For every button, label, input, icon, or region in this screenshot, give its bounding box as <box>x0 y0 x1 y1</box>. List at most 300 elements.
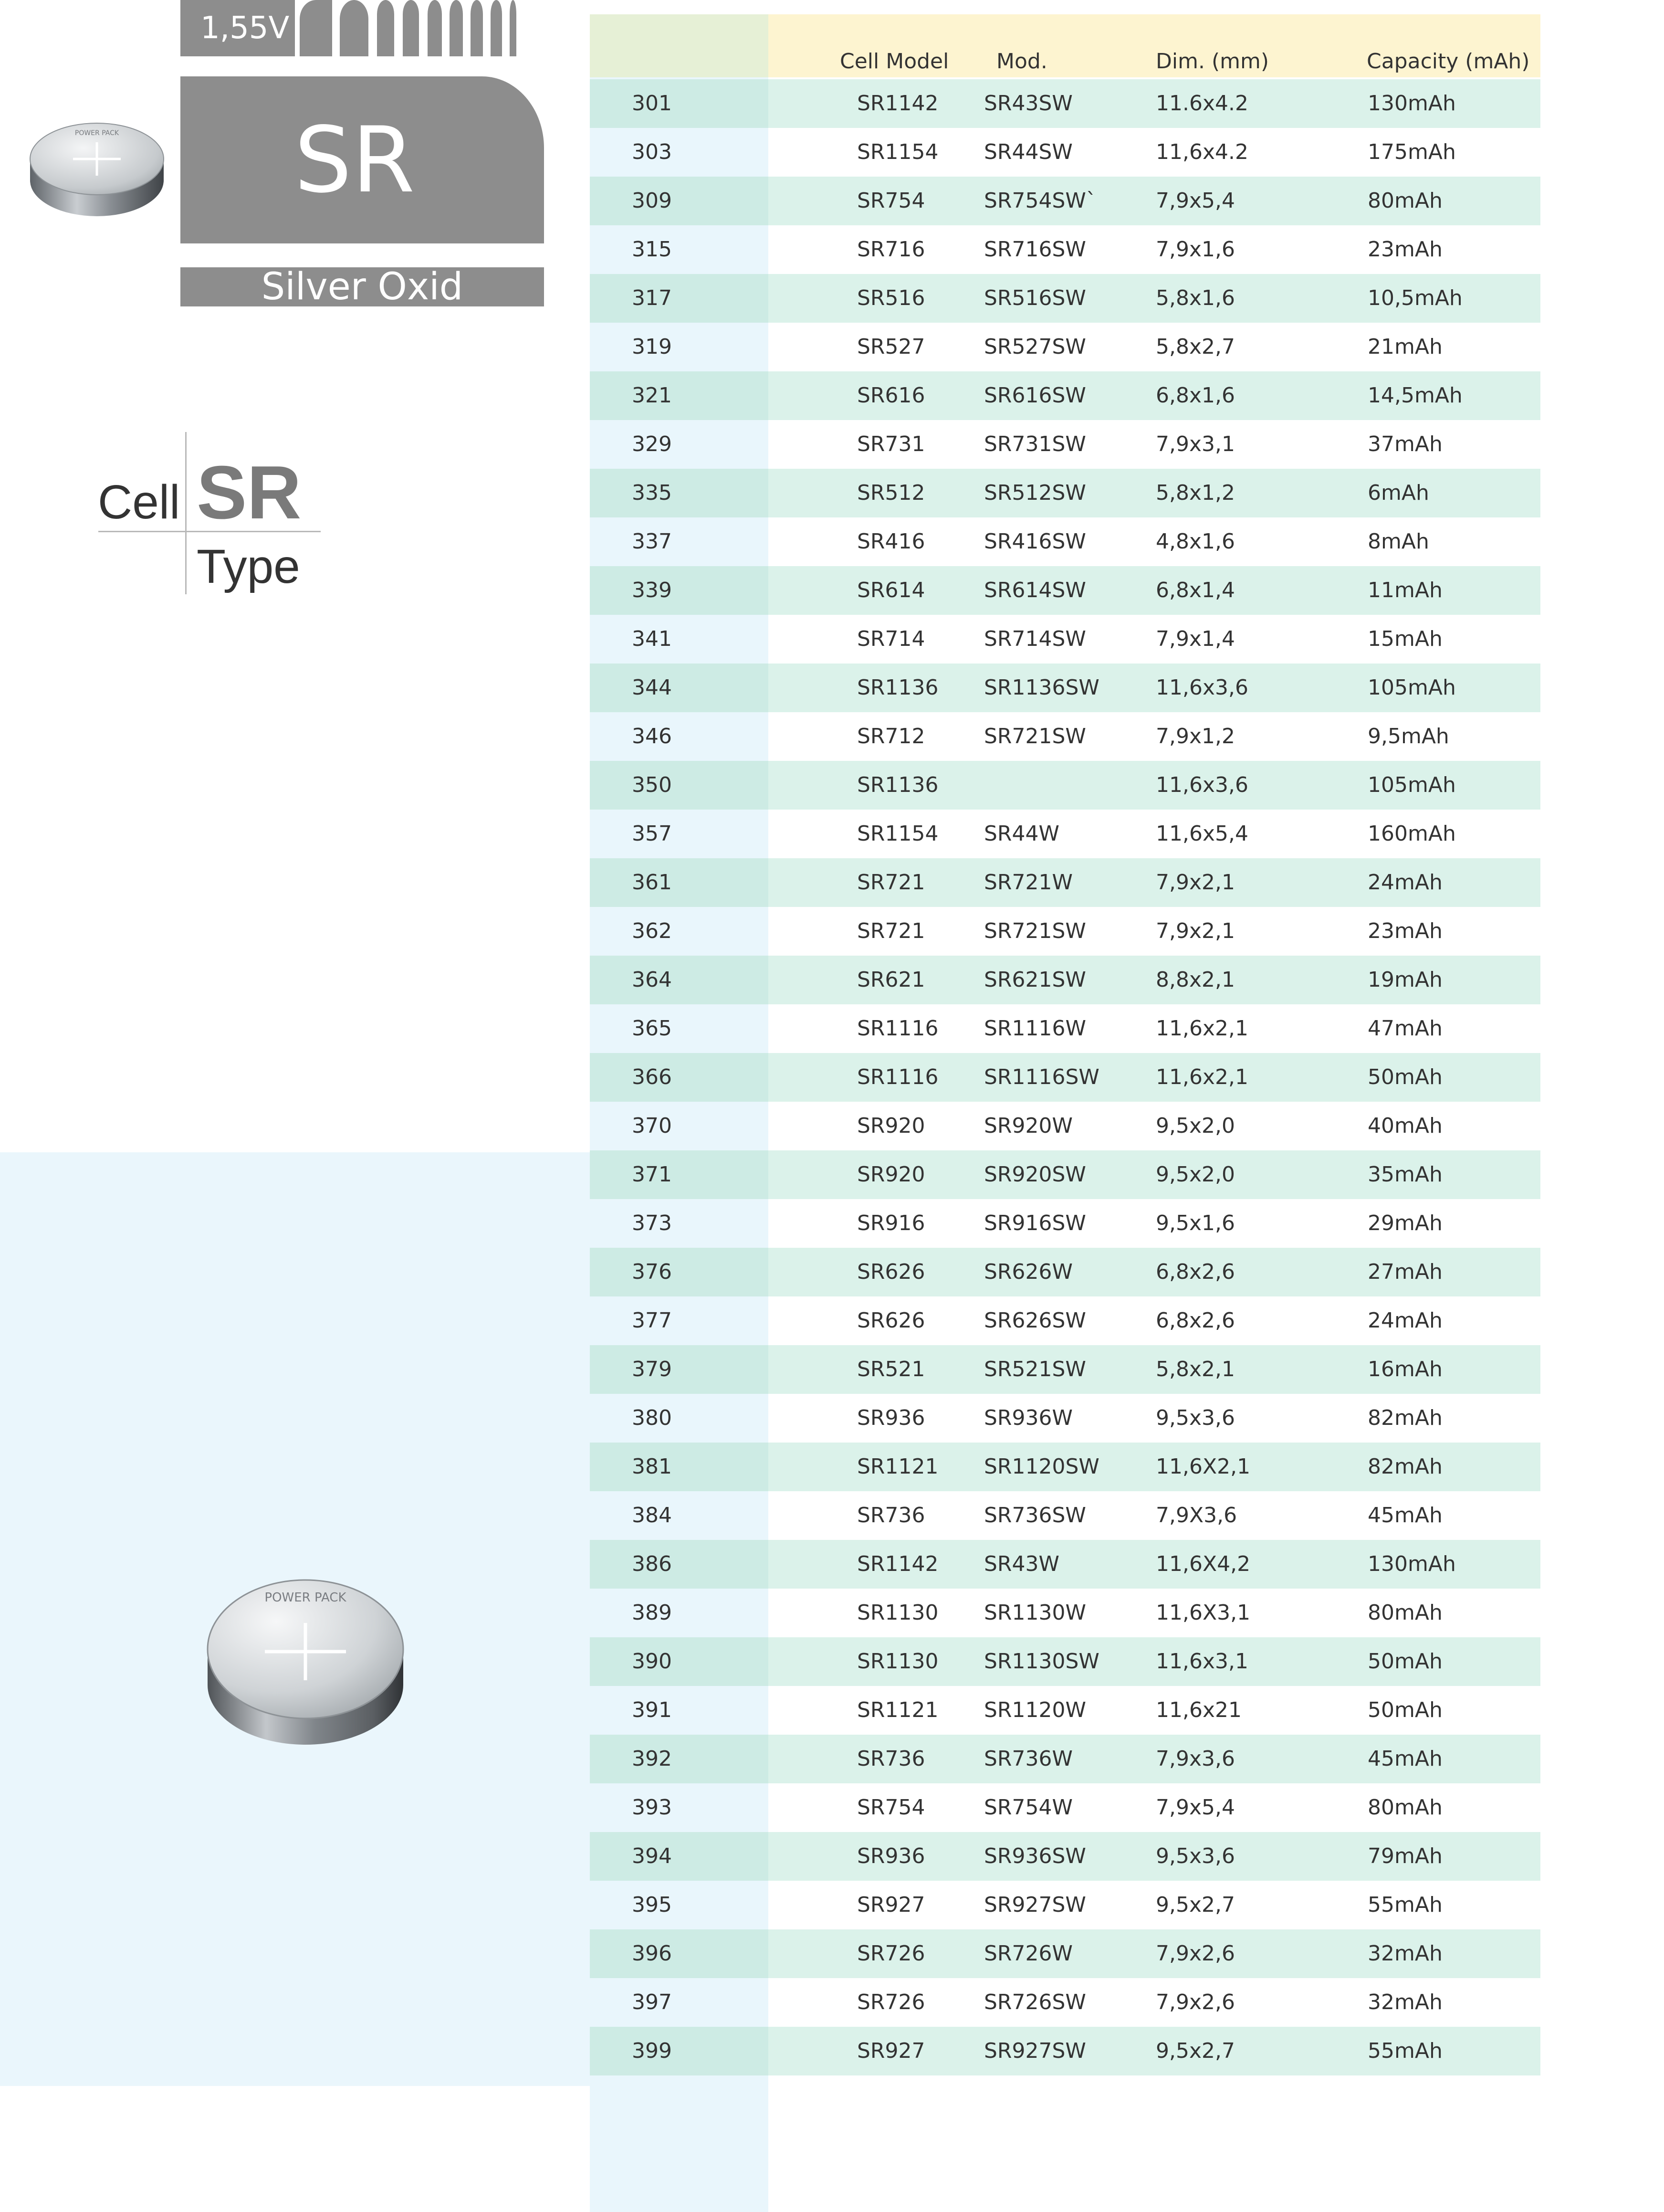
table-row <box>590 517 1540 566</box>
capacity: 29mAh <box>1368 1211 1443 1235</box>
row-number: 317 <box>632 286 672 310</box>
dimension: 7,9x5,4 <box>1156 189 1235 213</box>
dimension: 5,8x2,7 <box>1156 335 1235 359</box>
table-row <box>590 664 1540 712</box>
dimension: 11,6x2,1 <box>1156 1016 1248 1041</box>
row-band-first <box>590 2027 768 2075</box>
capacity: 105mAh <box>1368 773 1456 797</box>
mod-code: SR714SW <box>984 627 1086 651</box>
mod-code: SR731SW <box>984 432 1086 456</box>
capacity: 130mAh <box>1368 91 1456 116</box>
dimension: 7,9x2,1 <box>1156 919 1235 943</box>
dimension: 7,9x1,4 <box>1156 627 1235 651</box>
dimension: 4,8x1,6 <box>1156 529 1235 554</box>
mod-code: SR1116SW <box>984 1065 1099 1089</box>
decorative-stripe <box>491 0 502 56</box>
row-number: 396 <box>632 1941 672 1966</box>
table-row <box>590 1540 1540 1589</box>
row-band-first <box>590 79 768 128</box>
table-row <box>590 79 1540 128</box>
row-band-first <box>590 420 768 469</box>
mod-code: SR512SW <box>984 481 1086 505</box>
capacity: 23mAh <box>1368 919 1443 943</box>
mod-code: SR621SW <box>984 968 1086 992</box>
row-band-first <box>590 1150 768 1199</box>
row-band-first <box>590 761 768 810</box>
row-number: 365 <box>632 1016 672 1041</box>
decorative-stripe <box>471 0 483 56</box>
mod-code: SR726W <box>984 1941 1073 1966</box>
capacity: 23mAh <box>1368 237 1443 262</box>
row-band-first <box>590 1929 768 1978</box>
capacity: 55mAh <box>1368 1893 1443 1917</box>
table-row <box>590 1491 1540 1540</box>
row-number: 344 <box>632 675 672 700</box>
mod-code: SR736SW <box>984 1503 1086 1527</box>
table-row <box>590 1783 1540 1832</box>
cell-model: SR1154 <box>857 140 939 164</box>
mod-code: SR43W <box>984 1552 1059 1576</box>
cell-model: SR736 <box>857 1747 925 1771</box>
decorative-stripe <box>300 0 332 56</box>
mod-code: SR721W <box>984 870 1073 895</box>
mod-code: SR754SW` <box>984 189 1097 213</box>
row-band-first <box>590 371 768 420</box>
row-band-first <box>590 907 768 956</box>
row-band-first <box>590 858 768 907</box>
capacity: 82mAh <box>1368 1406 1443 1430</box>
mod-code: SR916SW <box>984 1211 1086 1235</box>
cell-model: SR936 <box>857 1406 925 1430</box>
mod-code: SR1120W <box>984 1698 1086 1722</box>
cell-model: SR731 <box>857 432 925 456</box>
cell-model: SR726 <box>857 1990 925 2014</box>
table-row <box>590 2027 1540 2075</box>
mod-code: SR1116W <box>984 1016 1086 1041</box>
cell-model: SR621 <box>857 968 925 992</box>
row-band-first <box>590 1394 768 1443</box>
column-header: Mod. <box>996 49 1047 74</box>
cell-model: SR1130 <box>857 1601 939 1625</box>
mod-code: SR726SW <box>984 1990 1086 2014</box>
row-band-first <box>590 956 768 1004</box>
emblem-cell: Cell <box>98 475 180 529</box>
row-band-first <box>590 1686 768 1735</box>
table-row <box>590 323 1540 371</box>
row-band-first <box>590 274 768 323</box>
row-band-first <box>590 615 768 664</box>
cell-model: SR712 <box>857 724 925 748</box>
capacity: 82mAh <box>1368 1454 1443 1479</box>
cell-model: SR527 <box>857 335 925 359</box>
capacity: 40mAh <box>1368 1114 1443 1138</box>
table-row <box>590 1004 1540 1053</box>
dimension: 11.6x4.2 <box>1156 91 1248 116</box>
row-band-first <box>590 177 768 225</box>
row-number: 376 <box>632 1260 672 1284</box>
row-band-first <box>590 1881 768 1929</box>
cell-model: SR1116 <box>857 1065 939 1089</box>
row-number: 339 <box>632 578 672 602</box>
capacity: 6mAh <box>1368 481 1429 505</box>
row-number: 315 <box>632 237 672 262</box>
capacity: 55mAh <box>1368 2039 1443 2063</box>
mod-code: SR527SW <box>984 335 1086 359</box>
mod-code: SR721SW <box>984 919 1086 943</box>
column-header: Dim. (mm) <box>1156 49 1269 74</box>
mod-code: SR721SW <box>984 724 1086 748</box>
row-band-first <box>590 1345 768 1394</box>
row-number: 380 <box>632 1406 672 1430</box>
row-number: 371 <box>632 1162 672 1187</box>
row-number: 319 <box>632 335 672 359</box>
mod-code: SR44W <box>984 822 1059 846</box>
row-band-first <box>590 517 768 566</box>
row-number: 341 <box>632 627 672 651</box>
dimension: 7,9x3,1 <box>1156 432 1235 456</box>
capacity: 160mAh <box>1368 822 1456 846</box>
row-number: 370 <box>632 1114 672 1138</box>
dimension: 7,9x2,1 <box>1156 870 1235 895</box>
capacity: 9,5mAh <box>1368 724 1449 748</box>
table-row <box>590 1929 1540 1978</box>
capacity: 21mAh <box>1368 335 1443 359</box>
dimension: 8,8x2,1 <box>1156 968 1235 992</box>
cell-model: SR920 <box>857 1162 925 1187</box>
row-band-first <box>590 128 768 177</box>
row-number: 335 <box>632 481 672 505</box>
capacity: 35mAh <box>1368 1162 1443 1187</box>
cell-model: SR721 <box>857 919 925 943</box>
row-number: 391 <box>632 1698 672 1722</box>
dimension: 6,8x2,6 <box>1156 1260 1235 1284</box>
table-row <box>590 1978 1540 2027</box>
cell-model: SR616 <box>857 383 925 408</box>
table-row <box>590 1102 1540 1150</box>
emblem-code: SR <box>197 451 302 535</box>
mod-code: SR416SW <box>984 529 1086 554</box>
dimension: 11,6x3,6 <box>1156 675 1248 700</box>
emblem-divider-vertical <box>185 432 187 594</box>
dimension: 9,5x2,7 <box>1156 2039 1235 2063</box>
table-row <box>590 956 1540 1004</box>
dimension: 9,5x2,7 <box>1156 1893 1235 1917</box>
cell-model: SR626 <box>857 1260 925 1284</box>
dimension: 11,6x2,1 <box>1156 1065 1248 1089</box>
mod-code: SR616SW <box>984 383 1086 408</box>
row-number: 377 <box>632 1308 672 1333</box>
table-row <box>590 1589 1540 1637</box>
mod-code: SR1130W <box>984 1601 1086 1625</box>
capacity: 80mAh <box>1368 1601 1443 1625</box>
dimension: 7,9x1,6 <box>1156 237 1235 262</box>
row-number: 395 <box>632 1893 672 1917</box>
cell-model: SR916 <box>857 1211 925 1235</box>
dimension: 9,5x3,6 <box>1156 1844 1235 1868</box>
row-number: 337 <box>632 529 672 554</box>
capacity: 10,5mAh <box>1368 286 1463 310</box>
row-number: 321 <box>632 383 672 408</box>
mod-code: SR626W <box>984 1260 1073 1284</box>
mod-code: SR920SW <box>984 1162 1086 1187</box>
capacity: 50mAh <box>1368 1065 1443 1089</box>
mod-code: SR614SW <box>984 578 1086 602</box>
cell-model: SR927 <box>857 2039 925 2063</box>
dimension: 5,8x1,6 <box>1156 286 1235 310</box>
cell-model: SR512 <box>857 481 925 505</box>
row-number: 381 <box>632 1454 672 1479</box>
capacity: 8mAh <box>1368 529 1429 554</box>
row-number: 386 <box>632 1552 672 1576</box>
row-band-first <box>590 810 768 858</box>
dimension: 11,6x4.2 <box>1156 140 1248 164</box>
decorative-stripe <box>428 0 442 56</box>
row-number: 384 <box>632 1503 672 1527</box>
dimension: 7,9x2,6 <box>1156 1990 1235 2014</box>
dimension: 11,6X3,1 <box>1156 1601 1251 1625</box>
dimension: 11,6x5,4 <box>1156 822 1248 846</box>
table-row <box>590 858 1540 907</box>
row-band-first <box>590 1589 768 1637</box>
cell-model: SR1142 <box>857 1552 939 1576</box>
table-row <box>590 1296 1540 1345</box>
mod-code: SR920W <box>984 1114 1073 1138</box>
row-number: 357 <box>632 822 672 846</box>
row-band-first <box>590 469 768 517</box>
table-row <box>590 225 1540 274</box>
mod-code: SR43SW <box>984 91 1073 116</box>
capacity: 19mAh <box>1368 968 1443 992</box>
row-number: 393 <box>632 1795 672 1820</box>
decorative-stripe <box>510 0 516 56</box>
cell-model: SR936 <box>857 1844 925 1868</box>
cell-model: SR626 <box>857 1308 925 1333</box>
dimension: 7,9x5,4 <box>1156 1795 1235 1820</box>
row-number: 379 <box>632 1357 672 1381</box>
dimension: 7,9X3,6 <box>1156 1503 1237 1527</box>
cell-model: SR927 <box>857 1893 925 1917</box>
table-row <box>590 420 1540 469</box>
row-number: 346 <box>632 724 672 748</box>
cell-model: SR416 <box>857 529 925 554</box>
row-number: 309 <box>632 189 672 213</box>
type-code: SR <box>294 107 415 213</box>
table-row <box>590 1686 1540 1735</box>
cell-model: SR1130 <box>857 1649 939 1674</box>
dimension: 5,8x2,1 <box>1156 1357 1235 1381</box>
mod-code: SR754W <box>984 1795 1073 1820</box>
emblem-type: Type <box>197 540 300 593</box>
dimension: 6,8x1,4 <box>1156 578 1235 602</box>
row-number: 364 <box>632 968 672 992</box>
row-band-first <box>590 1443 768 1491</box>
row-band-first <box>590 1637 768 1686</box>
dimension: 11,6x3,1 <box>1156 1649 1248 1674</box>
row-band-first <box>590 712 768 761</box>
voltage-label: 1,55V <box>180 0 295 56</box>
row-band-first <box>590 1296 768 1345</box>
column-header: Cell Model <box>840 49 949 74</box>
cell-model: SR521 <box>857 1357 925 1381</box>
mod-code: SR1136SW <box>984 675 1099 700</box>
mod-code: SR1120SW <box>984 1454 1099 1479</box>
row-band-first <box>590 664 768 712</box>
capacity: 27mAh <box>1368 1260 1443 1284</box>
row-band-first <box>590 225 768 274</box>
row-band-first <box>590 1004 768 1053</box>
capacity: 24mAh <box>1368 870 1443 895</box>
dimension: 6,8x2,6 <box>1156 1308 1235 1333</box>
table-row <box>590 1637 1540 1686</box>
table-row <box>590 1053 1540 1102</box>
row-band-first <box>590 1491 768 1540</box>
table-row <box>590 1832 1540 1881</box>
capacity: 37mAh <box>1368 432 1443 456</box>
cell-model: SR1136 <box>857 773 939 797</box>
chemistry-label: Silver Oxid <box>180 267 544 306</box>
table-row <box>590 177 1540 225</box>
coin-brand: POWER PACK <box>264 1591 346 1605</box>
mod-code: SR736W <box>984 1747 1073 1771</box>
dimension: 9,5x3,6 <box>1156 1406 1235 1430</box>
row-number: 392 <box>632 1747 672 1771</box>
capacity: 80mAh <box>1368 189 1443 213</box>
cell-model: SR1136 <box>857 675 939 700</box>
capacity: 45mAh <box>1368 1747 1443 1771</box>
decorative-stripe <box>377 0 394 56</box>
table-row <box>590 371 1540 420</box>
dimension: 11,6X2,1 <box>1156 1454 1251 1479</box>
dimension: 9,5x2,0 <box>1156 1114 1235 1138</box>
mod-code: SR44SW <box>984 140 1073 164</box>
cell-model: SR714 <box>857 627 925 651</box>
table-row <box>590 1443 1540 1491</box>
capacity: 15mAh <box>1368 627 1443 651</box>
header-cell-blank <box>590 14 768 77</box>
table-row <box>590 1345 1540 1394</box>
cell-model: SR754 <box>857 189 925 213</box>
table-row <box>590 469 1540 517</box>
mod-code: SR716SW <box>984 237 1086 262</box>
column-header: Capacity (mAh) <box>1367 49 1530 74</box>
decorative-stripe <box>403 0 419 56</box>
mod-code: SR521SW <box>984 1357 1086 1381</box>
row-number: 373 <box>632 1211 672 1235</box>
capacity: 175mAh <box>1368 140 1456 164</box>
row-number: 397 <box>632 1990 672 2014</box>
capacity: 45mAh <box>1368 1503 1443 1527</box>
row-band-first <box>590 1102 768 1150</box>
row-number: 389 <box>632 1601 672 1625</box>
mod-code: SR516SW <box>984 286 1086 310</box>
table-row <box>590 274 1540 323</box>
mod-code: SR936W <box>984 1406 1073 1430</box>
mod-code: SR626SW <box>984 1308 1086 1333</box>
dimension: 9,5x1,6 <box>1156 1211 1235 1235</box>
cell-model: SR1121 <box>857 1454 939 1479</box>
row-band-first <box>590 1978 768 2027</box>
cell-model: SR736 <box>857 1503 925 1527</box>
capacity: 50mAh <box>1368 1649 1443 1674</box>
table-row <box>590 907 1540 956</box>
coin-cell-large-icon <box>203 1570 408 1752</box>
capacity: 47mAh <box>1368 1016 1443 1041</box>
capacity: 79mAh <box>1368 1844 1443 1868</box>
mod-code: SR936SW <box>984 1844 1086 1868</box>
row-band-first <box>590 566 768 615</box>
row-number: 303 <box>632 140 672 164</box>
table-row <box>590 1735 1540 1783</box>
table-row <box>590 1248 1540 1296</box>
capacity: 32mAh <box>1368 1941 1443 1966</box>
row-band-first <box>590 1832 768 1881</box>
row-number: 361 <box>632 870 672 895</box>
capacity: 105mAh <box>1368 675 1456 700</box>
dimension: 7,9x3,6 <box>1156 1747 1235 1771</box>
row-number: 329 <box>632 432 672 456</box>
row-number: 399 <box>632 2039 672 2063</box>
row-band-first <box>590 1783 768 1832</box>
capacity: 80mAh <box>1368 1795 1443 1820</box>
decorative-stripe <box>340 0 368 56</box>
capacity: 50mAh <box>1368 1698 1443 1722</box>
capacity: 130mAh <box>1368 1552 1456 1576</box>
table-row <box>590 1199 1540 1248</box>
cell-model: SR716 <box>857 237 925 262</box>
cell-model: SR516 <box>857 286 925 310</box>
dimension: 5,8x1,2 <box>1156 481 1235 505</box>
row-band-first <box>590 1199 768 1248</box>
mod-code: SR927SW <box>984 1893 1086 1917</box>
table-row <box>590 128 1540 177</box>
capacity: 16mAh <box>1368 1357 1443 1381</box>
table-row <box>590 810 1540 858</box>
dimension: 7,9x2,6 <box>1156 1941 1235 1966</box>
mod-code: SR927SW <box>984 2039 1086 2063</box>
row-number: 350 <box>632 773 672 797</box>
row-band-first <box>590 1735 768 1783</box>
row-number: 390 <box>632 1649 672 1674</box>
table-row <box>590 615 1540 664</box>
row-band-first <box>590 1540 768 1589</box>
row-band-first <box>590 1053 768 1102</box>
dimension: 11,6X4,2 <box>1156 1552 1251 1576</box>
row-number: 366 <box>632 1065 672 1089</box>
coin-cell-icon <box>28 114 166 219</box>
dimension: 6,8x1,6 <box>1156 383 1235 408</box>
table-row <box>590 1150 1540 1199</box>
table-row <box>590 566 1540 615</box>
cell-model: SR920 <box>857 1114 925 1138</box>
cell-model: SR1121 <box>857 1698 939 1722</box>
capacity: 11mAh <box>1368 578 1443 602</box>
cell-model: SR721 <box>857 870 925 895</box>
cell-model: SR726 <box>857 1941 925 1966</box>
row-band-first <box>590 1248 768 1296</box>
dimension: 11,6x3,6 <box>1156 773 1248 797</box>
coin-brand: POWER PACK <box>74 129 119 137</box>
cell-model: SR614 <box>857 578 925 602</box>
cell-model: SR1154 <box>857 822 939 846</box>
capacity: 32mAh <box>1368 1990 1443 2014</box>
table-row <box>590 761 1540 810</box>
dimension: 7,9x1,2 <box>1156 724 1235 748</box>
capacity: 24mAh <box>1368 1308 1443 1333</box>
cell-model: SR754 <box>857 1795 925 1820</box>
table-header <box>590 14 1540 77</box>
row-number: 394 <box>632 1844 672 1868</box>
dimension: 9,5x2,0 <box>1156 1162 1235 1187</box>
